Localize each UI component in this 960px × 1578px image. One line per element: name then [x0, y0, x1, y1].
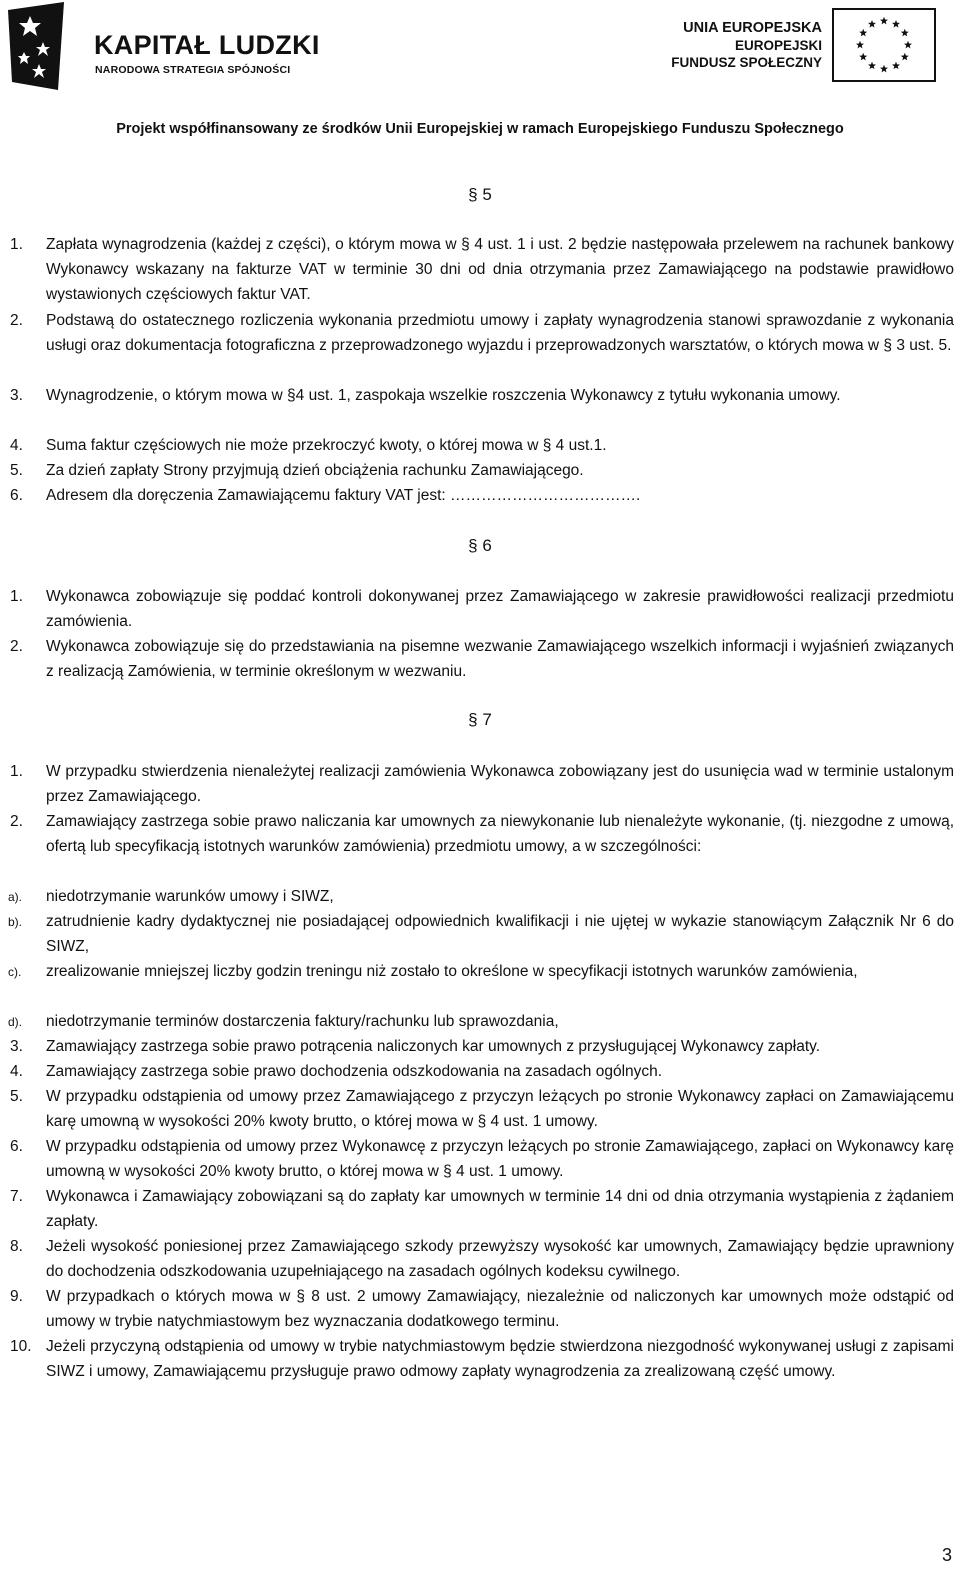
list-item: [10, 634, 954, 684]
item-text: W przypadku stwierdzenia nienależytej realizacji zamówienia Wykonawca zobowiązany jest do usunięcia wad w terminie ustalonym przez Zamawiającego.: [46, 763, 954, 805]
list-item: [10, 1059, 954, 1084]
item-number: 1.: [10, 588, 23, 605]
list-item: [10, 1034, 954, 1059]
item-text: zatrudnienie kadry dydaktycznej nie posiadającej odpowiednich kwalifikacji i nie ujętej w wykazie stanowiącym Załącznik Nr 6 do SIWZ,: [46, 913, 954, 955]
item-number: 6.: [10, 487, 23, 504]
list-item: [10, 1234, 954, 1284]
list-item: [10, 483, 954, 508]
list-item: [10, 809, 954, 859]
item-text: Zamawiający zastrzega sobie prawo potrącenia naliczonych kar umownych z przysługującej Wykonawcy zapłaty.: [46, 1038, 821, 1055]
item-text: Zamawiający zastrzega sobie prawo dochodzenia odszkodowania na zasadach ogólnych.: [46, 1063, 663, 1080]
item-number: 5.: [10, 462, 23, 479]
item-text: Jeżeli wysokość poniesionej przez Zamawiającego szkody przewyższy wysokość kar umownych, Zamawiający będzie uprawniony do dochodzenia odszkodowania uzupełniającego na zasadach ogólnych kodeksu cywilnego.: [46, 1238, 954, 1280]
list-item: [10, 584, 954, 634]
list-item: [10, 383, 954, 408]
list-item: [8, 884, 954, 909]
item-number: c).: [8, 965, 22, 979]
section-title: § 6: [468, 536, 492, 555]
item-number: 3.: [10, 1038, 23, 1055]
list-item: [10, 458, 954, 483]
kapital-ludzki-flag-icon: [8, 2, 70, 90]
page-number: 3: [941, 1545, 952, 1565]
item-number: 2.: [10, 813, 23, 830]
item-number: 3.: [10, 387, 23, 404]
eu-logo: [670, 8, 936, 88]
item-number: 7.: [10, 1188, 23, 1205]
item-text: Zapłata wynagrodzenia (każdej z części), o którym mowa w § 4 ust. 1 i ust. 2 będzie następowała przelewem na rachunek bankowy Wykonawcy wskazany na fakturze VAT w terminie 30 dni od dnia otrzymania przez Zamawiającego na podstawie prawidłowo wystawionych częściowych faktur VAT.: [46, 236, 954, 303]
list-item: [8, 959, 954, 984]
list-item: [10, 308, 954, 358]
item-number: 6.: [10, 1138, 23, 1155]
list-item: [10, 1284, 954, 1334]
kapital-ludzki-title: KAPITAŁ LUDZKI: [94, 30, 320, 60]
item-text: zrealizowanie mniejszej liczby godzin treningu niż zostało to określone w specyfikacji istotnych warunków zamówienia,: [46, 963, 858, 980]
item-number: 4.: [10, 1063, 23, 1080]
item-text: W przypadkach o których mowa w § 8 ust. 2 umowy Zamawiający, niezależnie od naliczonych kar umownych może odstąpić od umowy w trybie natychmiastowym bez wyznaczania dodatkowego terminu.: [46, 1288, 954, 1330]
section-title: § 7: [468, 710, 492, 729]
list-item: [10, 1334, 954, 1384]
item-text: niedotrzymanie warunków umowy i SIWZ,: [46, 888, 334, 905]
list-item: [10, 1184, 954, 1234]
item-number: 8.: [10, 1238, 23, 1255]
item-text: Wykonawca i Zamawiający zobowiązani są do zapłaty kar umownych w terminie 14 dni od dnia otrzymania wystąpienia z żądaniem zapłaty.: [46, 1188, 954, 1230]
list-item: [10, 232, 954, 307]
item-number: d).: [8, 1015, 23, 1029]
eu-line-2: EUROPEJSKI: [734, 38, 822, 53]
section-title: § 5: [468, 185, 492, 204]
item-text: Adresem dla doręczenia Zamawiającemu faktury VAT jest: ……………………………….: [46, 487, 641, 504]
item-number: 5.: [10, 1088, 23, 1105]
item-text: Zamawiający zastrzega sobie prawo naliczania kar umownych za niewykonanie lub nienależyte wykonanie, (tj. niezgodne z umową, ofertą lub specyfikacją istotnych warunków zamówienia) przedmiotu umowy, a w szczególności:: [46, 813, 954, 855]
list-item: [8, 1009, 954, 1034]
item-number: 1.: [10, 763, 23, 780]
item-number: 4.: [10, 437, 23, 454]
list-item: [10, 433, 954, 458]
item-text: Wykonawca zobowiązuje się poddać kontroli dokonywanej przez Zamawiającego w zakresie prawidłowości realizacji przedmiotu zamówienia.: [46, 588, 954, 630]
kapital-ludzki-subtitle: NARODOWA STRATEGIA SPÓJNOŚCI: [95, 64, 291, 76]
project-cofinancing-line: Projekt współfinansowany ze środków Unii Europejskiej w ramach Europejskiego Funduszu Społecznego: [116, 121, 844, 137]
item-number: 10.: [10, 1338, 32, 1355]
kapital-ludzki-logo: [8, 2, 328, 90]
item-text: Za dzień zapłaty Strony przyjmują dzień obciążenia rachunku Zamawiającego.: [46, 462, 584, 479]
item-number: 2.: [10, 638, 23, 655]
item-text: Suma faktur częściowych nie może przekroczyć kwoty, o której mowa w § 4 ust.1.: [46, 437, 607, 454]
item-number: 1.: [10, 236, 23, 253]
eu-logo-text: [671, 20, 822, 71]
item-number: a).: [8, 890, 23, 904]
eu-line-1: UNIA EUROPEJSKA: [683, 20, 822, 36]
item-text: W przypadku odstąpienia od umowy przez Zamawiającego z przyczyn leżących po stronie Wykonawcy zapłaci on Zamawiającemu karę umowną w wysokości 20% kwoty brutto, o której mowa w § 4 ust. 1 umowy.: [46, 1088, 954, 1130]
item-number: b).: [8, 915, 23, 929]
item-number: 2.: [10, 312, 23, 329]
eu-flag-icon: [832, 8, 936, 82]
item-text: Jeżeli przyczyną odstąpienia od umowy w trybie natychmiastowym będzie stwierdzona niezgodność wykonywanej usługi z zapisami SIWZ i umowy, Zamawiającemu przysługuje prawo odmowy zapłaty wynagrodzenia za zrealizowaną część umowy.: [46, 1338, 954, 1380]
item-text: niedotrzymanie terminów dostarczenia faktury/rachunku lub sprawozdania,: [46, 1013, 559, 1030]
item-text: W przypadku odstąpienia od umowy przez Wykonawcę z przyczyn leżących po stronie Zamawiającego, zapłaci on Wykonawcy karę umowną w wysokości 20% kwoty brutto, o której mowa w § 4 ust. 1 umowy.: [46, 1138, 954, 1180]
page-header: [0, 0, 960, 150]
list-item: [8, 909, 954, 959]
list-item: [10, 1134, 954, 1184]
item-text: Podstawą do ostatecznego rozliczenia wykonania przedmiotu umowy i zapłaty wynagrodzenia stanowi sprawozdanie z wykonania usługi oraz dokumentacja fotograficzna z przeprowadzonego wyjazdu i przeprowadzonych warsztatów, o których mowa w § 3 ust. 5.: [46, 312, 954, 354]
item-text: Wynagrodzenie, o którym mowa w §4 ust. 1, zaspokaja wszelkie roszczenia Wykonawcy z tytułu wykonania umowy.: [46, 387, 841, 404]
eu-line-3: FUNDUSZ SPOŁECZNY: [671, 55, 822, 70]
item-number: 9.: [10, 1288, 23, 1305]
item-text: Wykonawca zobowiązuje się do przedstawiania na pisemne wezwanie Zamawiającego wszelkich informacji i wyjaśnień związanych z realizacją Zamówienia, w terminie określonym w wezwaniu.: [46, 638, 954, 680]
list-item: [10, 759, 954, 809]
list-item: [10, 1084, 954, 1134]
